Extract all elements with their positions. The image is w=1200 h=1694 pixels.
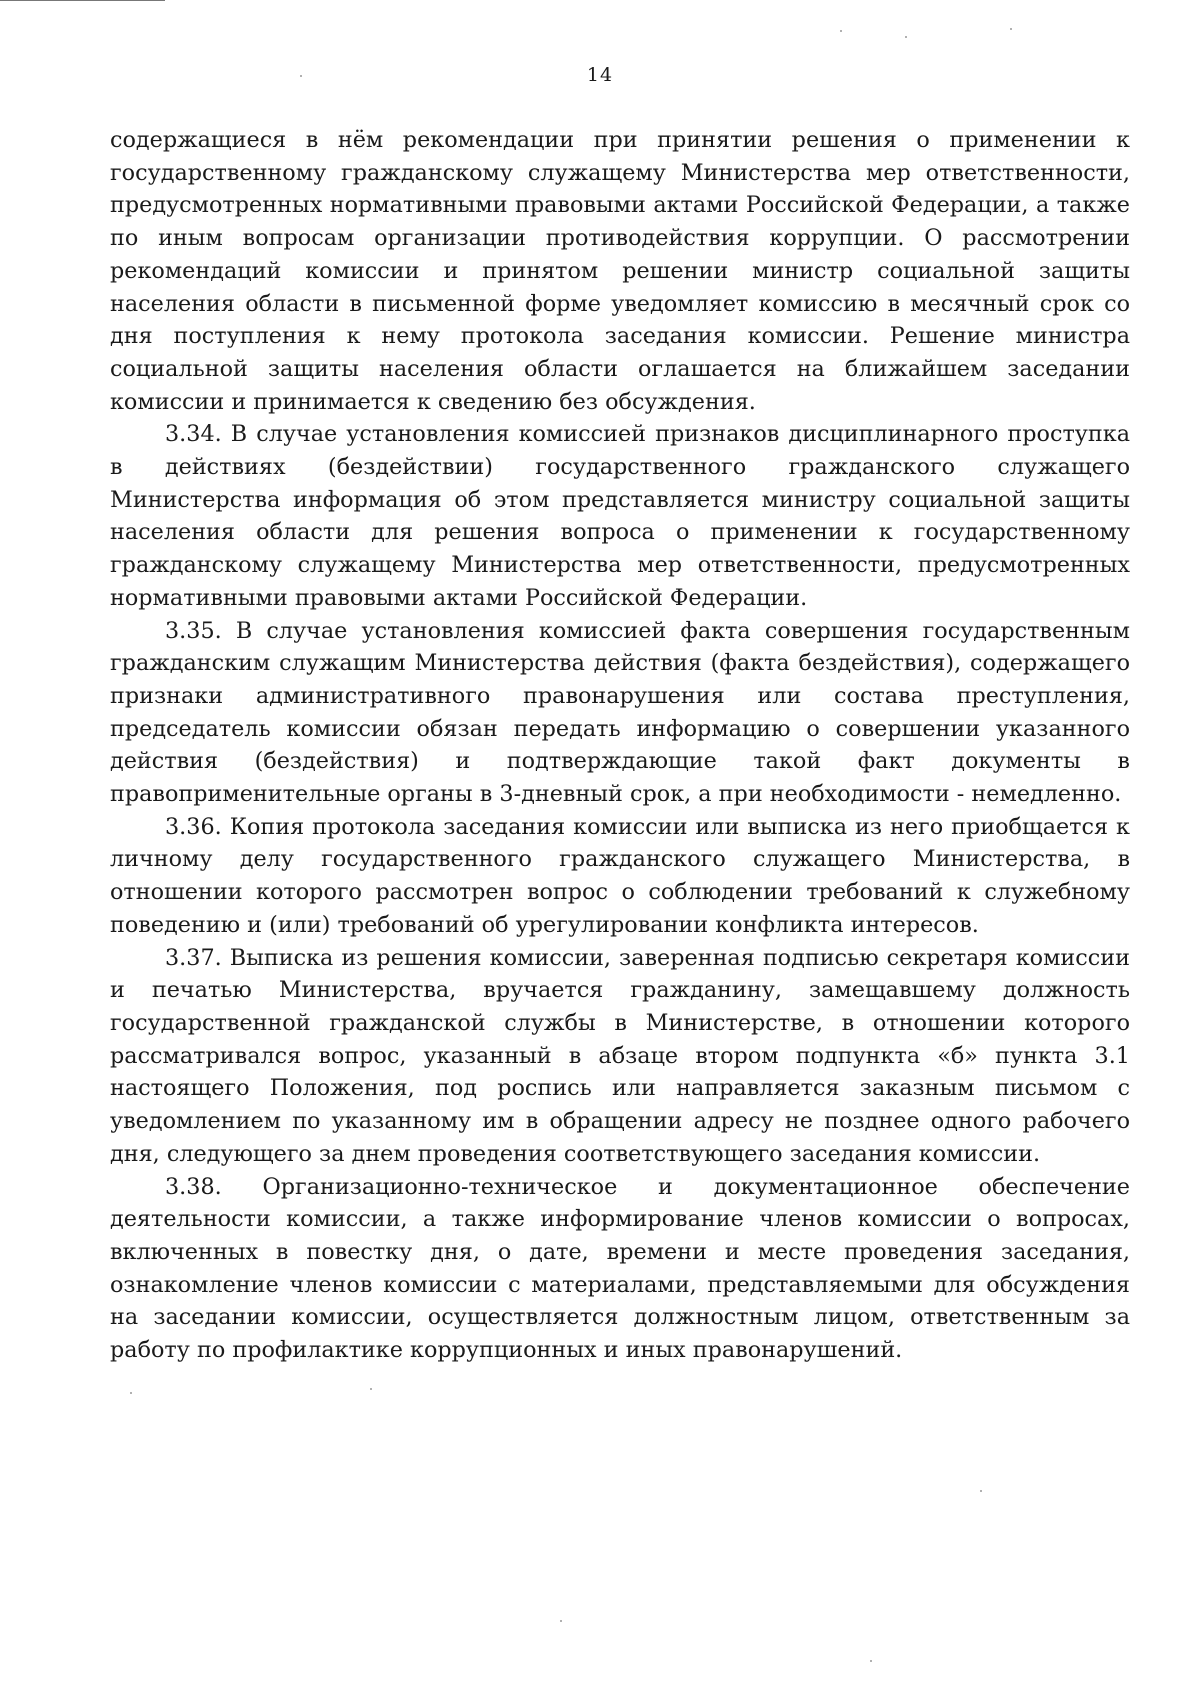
paragraph-3-34: 3.34. В случае установления комиссией признаков дисциплинарного проступка в действиях (бездействии) государственного гражданского служащего Министерства информация об этом представляется министру социальной защиты населения области для решения вопроса о применении к государственному гражданскому служащему Министерства мер ответственности, предусмотренных нормативными правовыми актами Российской Федерации. — [110, 421, 1130, 611]
scan-edge-line — [0, 0, 165, 1]
scan-speck — [1010, 28, 1012, 30]
paragraph-3-37: 3.37. Выписка из решения комиссии, заверенная подписью секретаря комиссии и печатью Министерства, вручается гражданину, замещавшему должность государственной гражданской службы в Министерстве, в отношении которого рассматривался вопрос, указанный в абзаце втором подпункта «б» пункта 3.1 настоящего Положения, под роспись или направляется заказным письмом с уведомлением по указанному им в обращении адресу не позднее одного рабочего дня, следующего за днем проведения соответствующего заседания комиссии. — [110, 944, 1130, 1167]
paragraph-3-36: 3.36. Копия протокола заседания комиссии или выписка из него приобщается к личному делу государственного гражданского служащего Министерства, в отношении которого рассмотрен вопрос о соблюдении требований к служебному поведению и (или) требований об урегулировании конфликта интересов. — [110, 813, 1130, 938]
paragraph-continuation: содержащиеся в нём рекомендации при принятии решения о применении к государственному гражданскому служащему Министерства мер ответственности, предусмотренных нормативными правовыми актами Российской Федерации, а также по иным вопросам организации противодействия коррупции. О рассмотрении рекомендаций комиссии и принятом решении министр социальной защиты населения области в письменной форме уведомляет комиссию в месячный срок со дня поступления к нему протокола заседания комиссии. Решение министра социальной защиты населения области оглашается на ближайшем заседании комиссии и принимается к сведению без обсуждения. — [110, 127, 1130, 415]
paragraph-3-38: 3.38. Организационно-техническое и документационное обеспечение деятельности комиссии, а также информирование членов комиссии о вопросах, включенных в повестку дня, о дате, времени и месте проведения заседания, ознакомление членов комиссии с материалами, представляемыми для обсуждения на заседании комиссии, осуществляется должностным лицом, ответственным за работу по профилактике коррупционных и иных правонарушений. — [110, 1173, 1130, 1364]
paragraph-3-35: 3.35. В случае установления комиссией факта совершения государственным гражданским служащим Министерства действия (факта бездействия), содержащего признаки административного правонарушения или состава преступления, председатель комиссии обязан передать информацию о совершении указанного действия (бездействия) и подтверждающие такой факт документы в правоприменительные органы в 3-дневный срок, а при необходимости - немедленно. — [110, 617, 1130, 808]
scan-speck — [370, 1388, 372, 1390]
scan-speck — [300, 75, 302, 77]
page-number: 14 — [586, 64, 614, 86]
scan-speck — [840, 30, 842, 32]
scan-speck — [870, 1660, 872, 1662]
scan-speck — [980, 1490, 982, 1492]
scan-speck — [560, 1620, 562, 1622]
scan-speck — [905, 36, 907, 38]
document-body — [110, 124, 1130, 1367]
scan-speck — [130, 1392, 132, 1394]
